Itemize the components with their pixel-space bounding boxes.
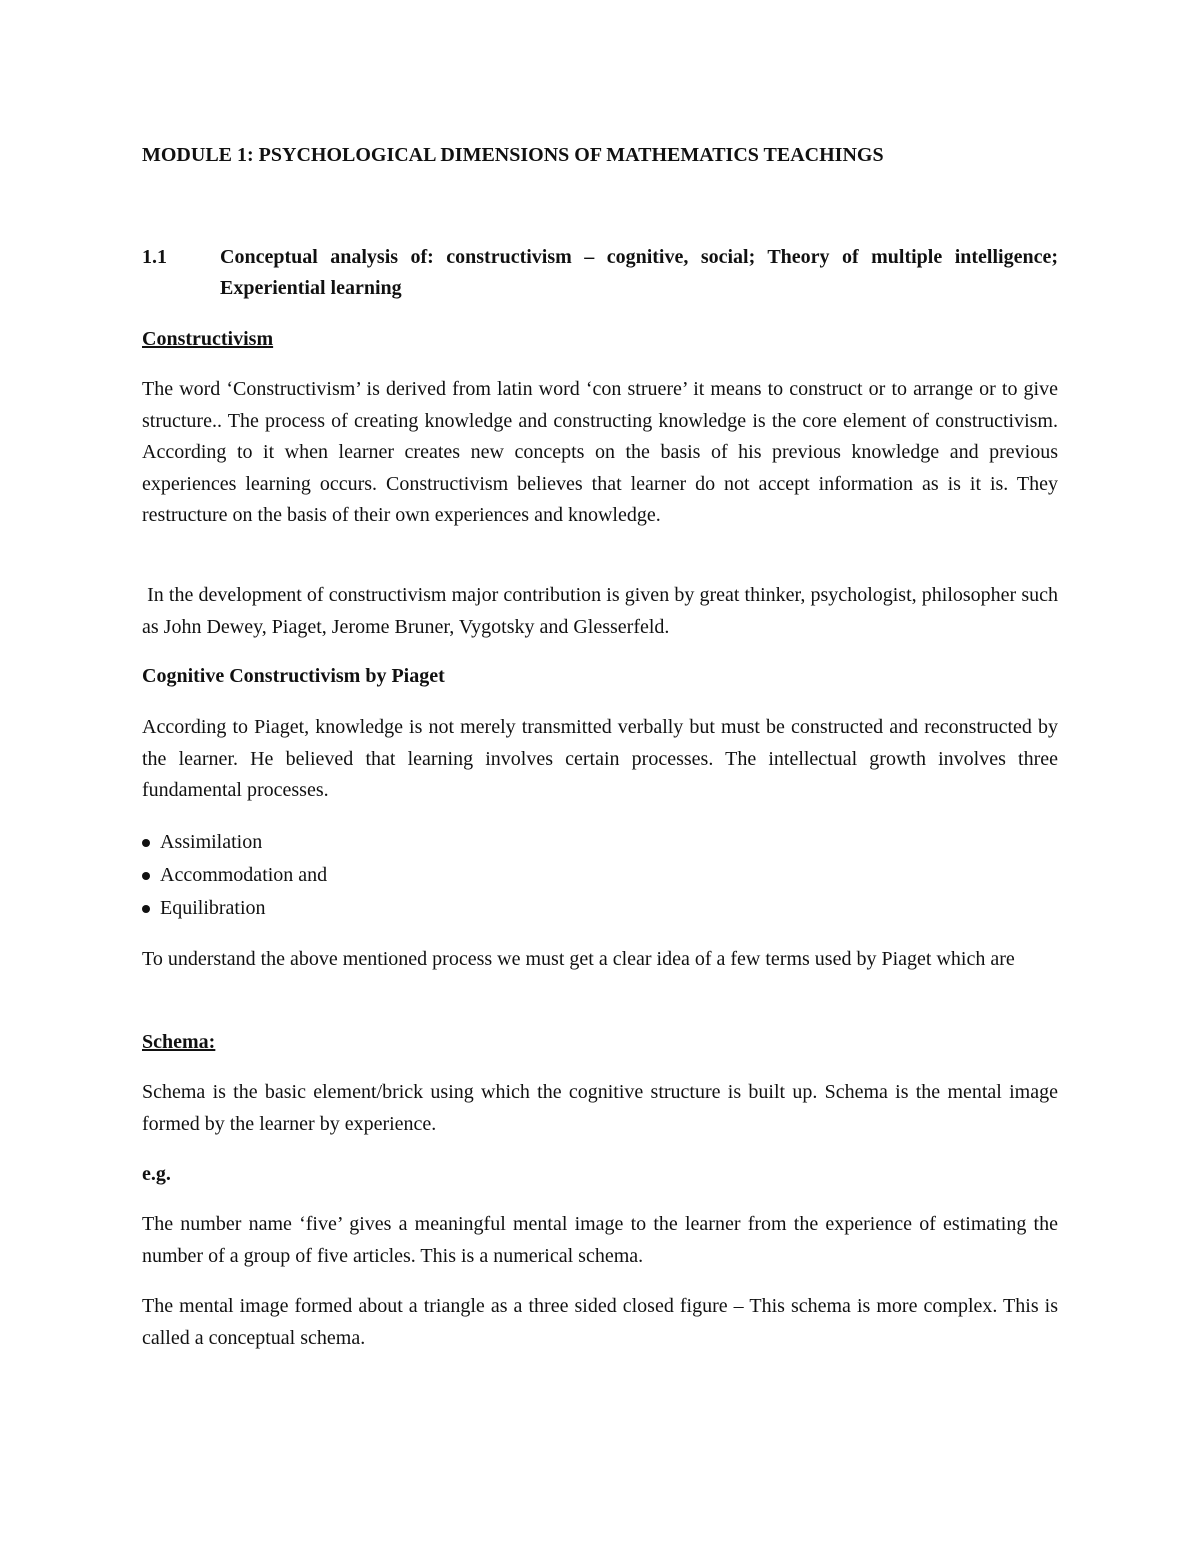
list-item-label: Assimilation [160,831,263,853]
module-title: MODULE 1: PSYCHOLOGICAL DIMENSIONS OF MATHEMATICS TEACHINGS [142,144,884,166]
example-label: e.g. [142,1163,171,1185]
process-list [142,826,327,925]
cognitive-heading: Cognitive Constructivism by Piaget [142,665,445,687]
list-item-label: Equilibration [160,897,266,919]
list-item-label: Accommodation and [160,864,328,886]
list-item [142,859,327,892]
constructivism-heading: Constructivism [142,328,274,350]
section-heading [142,242,1058,304]
bullet-icon [142,872,150,880]
section-number: 1.1 [142,246,167,268]
document-page [142,0,1063,1553]
list-item [142,826,327,859]
schema-paragraph-2: The number name ‘five’ gives a meaningful mental image to the learner from the experience of estimating the number of a group of five articles. This is a numerical schema. [142,1213,1058,1267]
bullet-icon [142,839,150,847]
constructivism-paragraph-2: In the development of constructivism major contribution is given by great thinker, psychologist, philosopher such as John Dewey, Piaget, Jerome Bruner, Vygotsky and Glesserfeld. [142,584,1063,638]
list-item [142,892,327,925]
schema-paragraph-1: Schema is the basic element/brick using which the cognitive structure is built up. Schema is the mental image formed by the learner by experience. [142,1081,1058,1135]
cognitive-paragraph-1: According to Piaget, knowledge is not merely transmitted verbally but must be constructed and reconstructed by the learner. He believed that learning involves certain processes. The intellectual growth involves three fundamental processes. [142,716,1058,801]
bullet-icon [142,905,150,913]
constructivism-paragraph-1: The word ‘Constructivism’ is derived from latin word ‘con struere’ it means to construct or to arrange or to give structure.. The process of creating knowledge and constructing knowledge is the core element of constructivism. According to it when learner creates new concepts on the basis of his previous knowledge and previous experiences learning occurs. Constructivism believes that learner do not accept information as is it is. They restructure on the basis of their own experiences and knowledge. [142,378,1058,526]
schema-heading: Schema: [142,1031,216,1053]
schema-paragraph-3: The mental image formed about a triangle as a three sided closed figure – This schema is more complex. This is called a conceptual schema. [142,1295,1058,1349]
section-title: Conceptual analysis of: constructivism – cognitive, social; Theory of multiple intelligence; Experiential learning [220,246,1058,299]
cognitive-paragraph-2: To understand the above mentioned process we must get a clear idea of a few terms used by Piaget which are [142,948,1015,970]
